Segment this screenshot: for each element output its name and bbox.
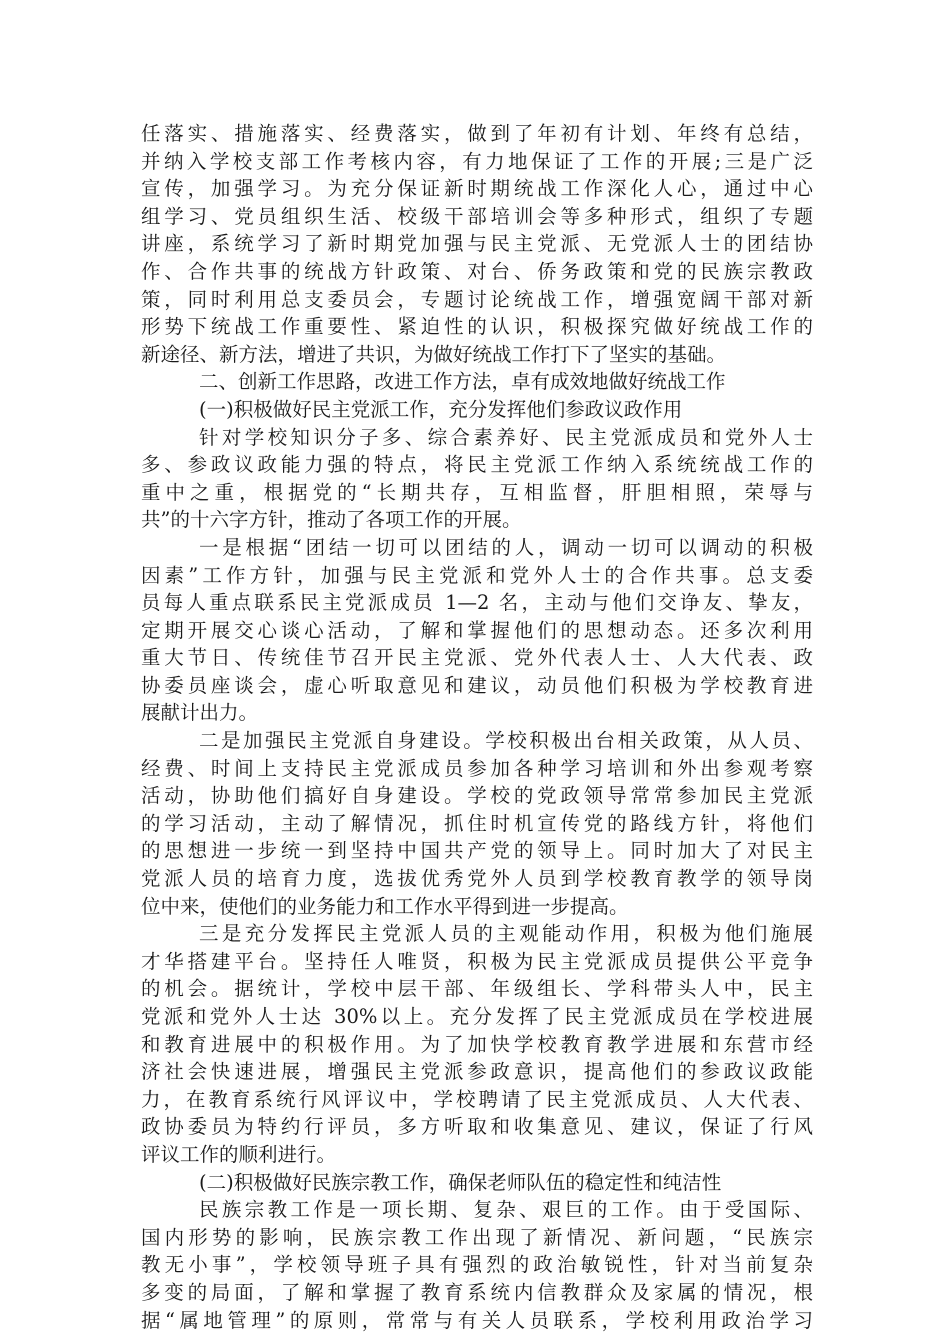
paragraph-line: 员每人重点联系民主党派成员 1—2 名，主动与他们交诤友、挚友， xyxy=(141,591,813,615)
section-heading: (二)积极做好民族宗教工作，确保老师队伍的稳定性和纯洁性 xyxy=(199,1170,722,1194)
paragraph-first-line: 针对学校知识分子多、综合素养好、民主党派成员和党外人士 xyxy=(199,425,813,449)
paragraph-first-line: 一是根据“团结一切可以团结的人，调动一切可以调动的积极 xyxy=(199,535,813,559)
paragraph-first-line: 二是加强民主党派自身建设。学校积极出台相关政策，从人员、 xyxy=(199,729,813,753)
paragraph-line: 宣传，加强学习。为充分保证新时期统战工作深化人心，通过中心 xyxy=(141,177,813,201)
paragraph-line: 组学习、党员组织生活、校级干部培训会等多种形式，组织了专题 xyxy=(141,204,813,228)
paragraph-line: 因素”工作方针，加强与民主党派和党外人士的合作共事。总支委 xyxy=(141,563,813,587)
paragraph-line: 任落实、措施落实、经费落实，做到了年初有计划、年终有总结， xyxy=(141,122,813,145)
paragraph-line: 济社会快速进展，增强民主党派参政意识，提高他们的参政议政能 xyxy=(141,1060,813,1084)
paragraph-line: 重中之重，根据党的“长期共存，互相监督，肝胆相照，荣辱与 xyxy=(141,480,813,504)
paragraph-line: 并纳入学校支部工作考核内容，有力地保证了工作的开展;三是广泛 xyxy=(141,149,813,173)
paragraph-line: 策，同时利用总支委员会，专题讨论统战工作，增强宽阔干部对新 xyxy=(141,287,813,311)
paragraph-line: 政协委员为特约行评员，多方听取和收集意见、建议，保证了行风 xyxy=(141,1115,813,1139)
paragraph-line: 力，在教育系统行风评议中，学校聘请了民主党派成员、人大代表、 xyxy=(141,1087,813,1111)
paragraph-first-line: 三是充分发挥民主党派人员的主观能动作用，积极为他们施展 xyxy=(199,922,813,946)
paragraph-line: 的机会。据统计，学校中层干部、年级组长、学科带头人中，民主 xyxy=(141,977,813,1001)
paragraph-last-line: 评议工作的顺利进行。 xyxy=(141,1142,337,1166)
paragraph-line: 教无小事”，学校领导班子具有强烈的政治敏锐性，针对当前复杂 xyxy=(141,1253,813,1277)
paragraph-line: 党派和党外人士达 30%以上。充分发挥了民主党派成员在学校进展 xyxy=(141,1005,813,1028)
paragraph-line: 党派人员的培育力度，选拔优秀党外人员到学校教育教学的领导岗 xyxy=(141,867,813,891)
paragraph-line: 多变的局面，了解和掌握了教育系统内信教群众及家属的情况，根 xyxy=(141,1280,813,1304)
paragraph-last-line: 共”的十六字方针，推动了各项工作的开展。 xyxy=(141,508,522,532)
paragraph-line: 作、合作共事的统战方针政策、对台、侨务政策和党的民族宗教政 xyxy=(141,259,813,283)
paragraph-line: 多、参政议政能力强的特点，将民主党派工作纳入系统统战工作的 xyxy=(141,453,813,477)
paragraph-line: 经费、时间上支持民主党派成员参加各种学习培训和外出参观考察 xyxy=(141,756,813,780)
paragraph-line: 重大节日、传统佳节召开民主党派、党外代表人士、人大代表、政 xyxy=(141,646,813,670)
paragraph-first-line: 民族宗教工作是一项长期、复杂、艰巨的工作。由于受国际、 xyxy=(199,1198,813,1222)
paragraph-line: 讲座，系统学习了新时期党加强与民主党派、无党派人士的团结协 xyxy=(141,232,813,256)
paragraph-last-line: 新途径、新方法，增进了共识，为做好统战工作打下了坚实的基础。 xyxy=(141,342,727,366)
section-heading: 二、创新工作思路，改进工作方法，卓有成效地做好统战工作 xyxy=(199,370,726,394)
paragraph-line: 活动，协助他们搞好自身建设。学校的党政领导常常参加民主党派 xyxy=(141,784,813,808)
paragraph-line: 据“属地管理”的原则，常常与有关人员联系，学校利用政治学习 xyxy=(141,1308,813,1332)
document-body xyxy=(141,120,813,1334)
paragraph-line: 定期开展交心谈心活动，了解和掌握他们的思想动态。还多次利用 xyxy=(141,618,813,642)
paragraph-last-line: 位中来，使他们的业务能力和工作水平得到进一步提高。 xyxy=(141,894,629,918)
paragraph-line: 才华搭建平台。坚持任人唯贤，积极为民主党派成员提供公平竞争 xyxy=(141,949,813,973)
paragraph-line: 和教育进展中的积极作用。为了加快学校教育教学进展和东营市经 xyxy=(141,1032,813,1056)
paragraph-last-line: 展献计出力。 xyxy=(141,701,259,725)
paragraph-line: 形势下统战工作重要性、紧迫性的认识，积极探究做好统战工作的 xyxy=(141,315,813,339)
paragraph-line: 的思想进一步统一到坚持中国共产党的领导上。同时加大了对民主 xyxy=(141,839,813,863)
paragraph-line: 的学习活动，主动了解情况，抓住时机宣传党的路线方针，将他们 xyxy=(141,811,813,835)
paragraph-line: 协委员座谈会，虚心听取意见和建议，动员他们积极为学校教育进 xyxy=(141,673,813,697)
section-heading: (一)积极做好民主党派工作，充分发挥他们参政议政作用 xyxy=(199,397,683,421)
paragraph-line: 国内形势的影响，民族宗教工作出现了新情况、新问题，“民族宗 xyxy=(141,1225,813,1249)
